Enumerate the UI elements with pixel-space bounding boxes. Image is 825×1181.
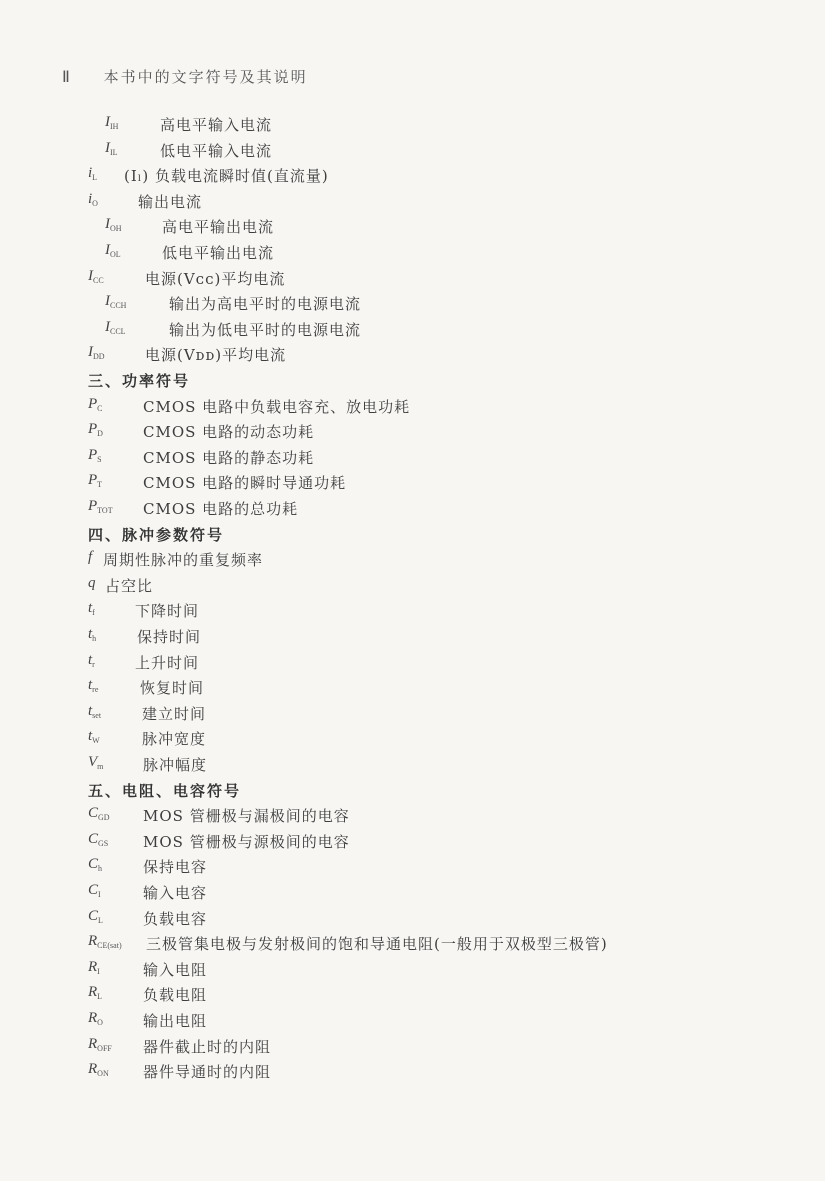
symbol-description: 器件截止时的内阻 — [143, 1037, 272, 1056]
symbol-description: 负载电阻 — [143, 986, 208, 1005]
symbol-entry — [0, 831, 825, 855]
symbol-letter: I — [88, 267, 93, 284]
symbol-subscript: h — [92, 634, 97, 643]
symbol-subscript: L — [97, 992, 103, 1002]
symbol-letter: R — [88, 984, 98, 1001]
symbol-subscript: CCH — [110, 301, 127, 311]
symbol-subscript: ON — [97, 1069, 109, 1079]
symbol-subscript: OFF — [97, 1043, 112, 1053]
symbol-letter: P — [88, 421, 98, 438]
symbol — [88, 933, 122, 950]
symbol — [88, 421, 103, 438]
symbol-letter: I — [105, 216, 110, 233]
symbol — [88, 1061, 109, 1078]
symbol-description: 电源(Vᴅᴅ)平均电流 — [145, 346, 287, 365]
symbol-description: 输出电阻 — [143, 1012, 208, 1030]
symbol-description: 输出为高电平时的电源电流 — [169, 295, 362, 314]
symbol-subscript: O — [92, 198, 98, 208]
symbol-subscript: C — [97, 403, 103, 413]
symbol-subscript: re — [92, 685, 99, 695]
symbol — [88, 959, 100, 976]
symbol-letter: I — [105, 139, 110, 156]
symbol-entry — [0, 396, 825, 420]
symbol-subscript: f — [92, 608, 95, 618]
symbol — [88, 600, 95, 617]
symbol-subscript: S — [97, 454, 102, 464]
symbol-subscript: DD — [93, 352, 105, 362]
symbol — [88, 677, 98, 694]
symbol — [88, 984, 102, 1001]
symbol-letter: C — [88, 907, 99, 924]
symbol-letter: R — [88, 933, 98, 950]
symbol-letter: I — [105, 293, 110, 310]
symbol — [88, 856, 102, 873]
symbol — [88, 754, 103, 771]
symbol-letter: t — [88, 626, 93, 642]
section-heading: 五、电阻、电容符号 — [88, 781, 242, 800]
symbol-letter: R — [88, 1035, 98, 1052]
symbol-subscript: CCL — [110, 326, 126, 336]
symbol-entry — [0, 1036, 825, 1060]
symbol-description: 输出电流 — [138, 192, 203, 211]
symbol-subscript: GD — [98, 813, 110, 823]
symbol-entry — [0, 216, 825, 240]
symbol-subscript: L — [92, 173, 98, 183]
symbol-subscript: T — [97, 480, 103, 490]
symbol-subscript: CE(sat) — [97, 941, 122, 951]
symbol — [105, 293, 126, 310]
section-heading: 四、脉冲参数符号 — [88, 525, 225, 544]
symbol-letter: V — [88, 754, 98, 770]
symbol-description: 三极管集电极与发射极间的饱和导通电阻(一般用于双极型三极管) — [146, 935, 608, 954]
symbol-description: 负载电容 — [143, 909, 208, 928]
symbol-entry — [0, 114, 825, 138]
symbol-letter: t — [88, 651, 93, 668]
symbol — [88, 472, 102, 489]
running-header — [62, 66, 308, 87]
symbol-letter: I — [105, 114, 110, 130]
symbol-subscript: IL — [110, 147, 118, 157]
symbol — [88, 728, 100, 745]
symbol — [88, 191, 98, 208]
symbol-description: MOS 管栅极与漏极间的电容 — [143, 807, 350, 826]
symbol — [88, 652, 95, 669]
symbol-subscript: GS — [98, 838, 109, 848]
symbol-letter: R — [88, 1061, 98, 1078]
symbol — [88, 703, 101, 720]
symbol-entry — [0, 140, 825, 164]
symbol-entry — [0, 242, 825, 266]
symbol-entry — [0, 933, 825, 957]
symbol-letter: t — [88, 677, 93, 694]
symbol-subscript: OH — [110, 224, 122, 234]
symbol — [88, 165, 97, 182]
symbol-letter: t — [88, 702, 93, 719]
symbol-subscript: I — [97, 966, 100, 976]
symbol-entry — [0, 805, 825, 829]
symbol-letter: P — [88, 498, 98, 514]
symbol-description: (Iₗ) 负载电流瞬时值(直流量) — [124, 167, 329, 186]
symbol — [88, 549, 92, 566]
symbol-description: 周期性脉冲的重复频率 — [103, 551, 264, 570]
symbol-description: 低电平输入电流 — [160, 141, 273, 160]
symbol — [88, 626, 96, 643]
symbol-entry — [0, 268, 825, 292]
symbol-entry — [0, 344, 825, 368]
symbol-letter: q — [88, 574, 96, 591]
symbol-letter: t — [88, 728, 93, 745]
page-number: Ⅱ — [62, 69, 71, 86]
symbol-entry — [0, 575, 825, 599]
symbol-description: 恢复时间 — [140, 679, 205, 698]
symbol — [88, 1010, 103, 1027]
symbol-description: CMOS 电路中负载电容充、放电功耗 — [143, 397, 411, 416]
symbol-description: CMOS 电路的动态功耗 — [143, 423, 315, 442]
symbol-entry — [0, 908, 825, 932]
symbol-letter: I — [105, 318, 110, 335]
symbol-subscript: O — [97, 1018, 103, 1027]
symbol-letter: I — [105, 242, 110, 258]
symbol-letter: C — [88, 830, 99, 847]
symbol-description: 高电平输出电流 — [162, 218, 275, 237]
symbol-entry — [0, 165, 825, 189]
symbol-entry — [0, 882, 825, 906]
symbol-letter: P — [88, 472, 98, 489]
symbol-entry — [0, 191, 825, 215]
symbol-description: 输出为低电平时的电源电流 — [169, 320, 362, 339]
symbol-entry — [0, 421, 825, 445]
symbol-letter: P — [88, 395, 98, 412]
symbol-description: 低电平输出电流 — [162, 244, 275, 262]
symbol-description: 脉冲幅度 — [143, 756, 208, 774]
symbol — [105, 140, 118, 157]
symbol-letter: i — [88, 190, 93, 207]
symbol — [88, 831, 108, 848]
symbol-entry — [0, 498, 825, 522]
symbol — [88, 447, 102, 464]
symbol — [88, 1036, 112, 1053]
symbol-entry — [0, 1061, 825, 1085]
symbol — [88, 908, 103, 925]
symbol-subscript: m — [97, 762, 104, 771]
symbol-entry — [0, 652, 825, 676]
symbol — [105, 319, 126, 336]
symbol-subscript: h — [98, 864, 103, 874]
symbol-description: CMOS 电路的总功耗 — [143, 500, 299, 518]
symbol-subscript: L — [98, 915, 103, 925]
symbol-letter: i — [88, 165, 93, 182]
symbol — [88, 268, 104, 285]
symbol-description: 脉冲宽度 — [142, 730, 207, 749]
symbol-subscript: r — [92, 659, 95, 669]
symbol — [88, 344, 105, 361]
symbol-subscript: I — [98, 890, 101, 899]
symbol-entry — [0, 293, 825, 317]
symbol-description: 输入电容 — [143, 884, 208, 902]
symbol — [105, 114, 118, 131]
symbol-description: 高电平输入电流 — [160, 116, 273, 134]
symbol-description: 上升时间 — [135, 653, 200, 672]
symbol-subscript: D — [97, 429, 103, 439]
symbol-letter: C — [88, 805, 99, 822]
symbol-letter: C — [88, 856, 99, 873]
symbol — [88, 396, 103, 413]
symbol — [88, 882, 101, 899]
symbol-entry — [0, 447, 825, 471]
symbol-subscript: W — [92, 736, 100, 746]
symbol — [88, 805, 110, 822]
symbol-letter: R — [88, 1010, 98, 1026]
symbol-description: CMOS 电路的瞬时导通功耗 — [143, 474, 347, 493]
symbol-description: 器件导通时的内阻 — [143, 1063, 272, 1082]
symbol-entry — [0, 626, 825, 650]
symbol-subscript: OL — [110, 250, 121, 259]
symbol-description: 电源(Vᴄᴄ)平均电流 — [145, 269, 286, 288]
symbol-letter: t — [88, 600, 93, 617]
symbol — [88, 498, 113, 515]
symbol-subscript: TOT — [97, 506, 113, 515]
symbol-description: 保持电容 — [143, 858, 208, 877]
symbol-description: 占空比 — [105, 576, 154, 595]
symbol-entry — [0, 549, 825, 573]
symbol-subscript: CC — [93, 275, 104, 285]
symbol-entry — [0, 703, 825, 727]
symbol-description: CMOS 电路的静态功耗 — [143, 448, 315, 467]
symbol-description: 建立时间 — [142, 704, 207, 723]
symbol-entry — [0, 856, 825, 880]
symbol-entry — [0, 984, 825, 1008]
symbol-subscript: set — [92, 710, 102, 720]
symbol-entry — [0, 959, 825, 983]
symbol-entry — [0, 1010, 825, 1034]
running-title: 本书中的文字符号及其说明 — [103, 68, 308, 86]
symbol-description: 下降时间 — [135, 602, 200, 621]
symbol — [88, 575, 96, 592]
section-heading: 三、功率符号 — [88, 372, 191, 390]
symbol — [105, 216, 122, 233]
symbol — [105, 242, 121, 259]
symbol-letter: C — [88, 882, 99, 898]
symbol-entry — [0, 600, 825, 624]
symbol-description: MOS 管栅极与源极间的电容 — [143, 832, 350, 851]
symbol-letter: R — [88, 958, 98, 975]
symbol-entry — [0, 319, 825, 343]
symbol-entry — [0, 754, 825, 778]
symbol-entry — [0, 472, 825, 496]
symbol-letter: P — [88, 446, 98, 463]
symbol-letter: I — [88, 344, 93, 361]
symbol-description: 输入电阻 — [143, 960, 208, 979]
symbol-entry — [0, 728, 825, 752]
symbol-subscript: IH — [110, 122, 119, 131]
symbol-description: 保持时间 — [137, 628, 202, 646]
symbol-letter: f — [88, 549, 93, 566]
symbol-entry — [0, 677, 825, 701]
